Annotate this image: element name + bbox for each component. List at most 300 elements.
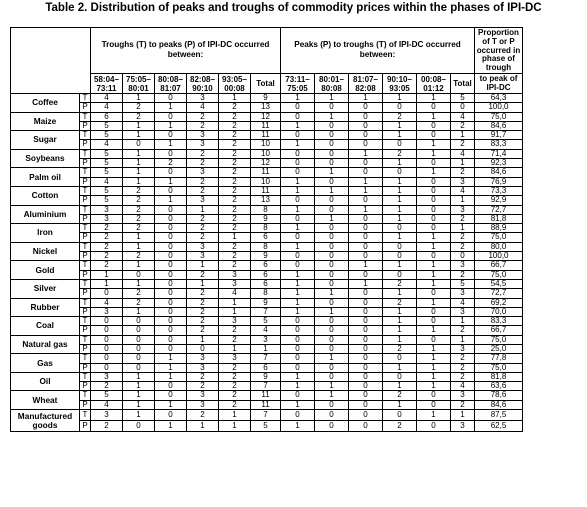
pt-total-cell: 2 (451, 354, 475, 363)
tp-count-cell: 0 (155, 335, 187, 344)
pt-count-cell: 0 (281, 317, 315, 326)
pt-count-cell: 1 (417, 372, 451, 381)
tp-count-cell: 4 (91, 103, 123, 112)
tp-count-cell: 2 (187, 149, 219, 158)
pt-count-cell: 0 (281, 214, 315, 223)
pt-count-cell: 0 (315, 242, 349, 251)
pt-count-cell: 0 (315, 279, 349, 288)
pt-total-cell: 2 (451, 140, 475, 149)
tp-marker: T (80, 242, 91, 251)
tp-count-cell: 1 (219, 93, 251, 102)
tp-marker: T (80, 335, 91, 344)
pt-count-cell: 0 (417, 224, 451, 233)
header-group-row (11, 28, 523, 74)
tp-count-cell: 2 (123, 196, 155, 205)
pt-count-cell: 1 (417, 298, 451, 307)
commodity-name: Palm oil (11, 168, 80, 187)
pt-count-cell: 1 (281, 289, 315, 298)
pt-count-cell: 1 (349, 205, 383, 214)
pt-total-cell: 2 (451, 270, 475, 279)
tp-marker: P (80, 270, 91, 279)
pt-count-cell: 1 (383, 289, 417, 298)
pt-count-cell: 1 (383, 131, 417, 140)
tp-total-cell: 8 (251, 205, 281, 214)
tp-marker: T (80, 372, 91, 381)
pt-total-cell: 3 (451, 345, 475, 354)
commodity-name: Manufactured goods (11, 410, 80, 432)
tp-count-cell: 3 (187, 196, 219, 205)
pt-count-cell: 1 (383, 317, 417, 326)
tp-count-cell: 3 (187, 363, 219, 372)
tp-count-cell: 1 (155, 177, 187, 186)
pt-count-cell: 1 (417, 112, 451, 121)
pt-count-cell: 0 (349, 233, 383, 242)
pt-total-cell: 1 (451, 159, 475, 168)
pt-count-cell: 1 (383, 233, 417, 242)
pt-count-cell: 1 (417, 168, 451, 177)
tp-count-cell: 1 (123, 307, 155, 316)
tp-count-cell: 0 (155, 298, 187, 307)
tp-count-cell: 0 (155, 345, 187, 354)
table-row (11, 196, 523, 205)
pt-count-cell: 0 (349, 421, 383, 432)
tp-total-cell: 11 (251, 168, 281, 177)
tp-count-cell: 0 (155, 131, 187, 140)
tp-count-cell: 4 (91, 298, 123, 307)
tp-count-cell: 1 (123, 382, 155, 391)
pt-count-cell: 0 (417, 400, 451, 409)
tp-count-cell: 0 (91, 326, 123, 335)
tp-count-cell: 2 (123, 252, 155, 261)
tp-count-cell: 4 (91, 177, 123, 186)
tp-count-cell: 4 (91, 93, 123, 102)
tp-marker: T (80, 224, 91, 233)
tp-count-cell: 2 (187, 159, 219, 168)
tp-count-cell: 5 (91, 159, 123, 168)
tp-count-cell: 1 (155, 354, 187, 363)
pt-count-cell: 1 (383, 93, 417, 102)
pt-count-cell: 1 (417, 233, 451, 242)
tp-count-cell: 5 (91, 121, 123, 130)
tp-count-cell: 2 (91, 261, 123, 270)
pt-count-cell: 1 (281, 242, 315, 251)
tp-count-cell: 2 (91, 382, 123, 391)
tp-count-cell: 0 (155, 242, 187, 251)
tp-count-cell: 2 (187, 372, 219, 381)
tp-total-cell: 11 (251, 121, 281, 130)
tp-count-cell: 2 (219, 335, 251, 344)
tp-count-cell: 1 (219, 307, 251, 316)
tp-total-cell: 6 (251, 363, 281, 372)
proportion-cell: 75,0 (475, 363, 523, 372)
tp-count-cell: 4 (91, 140, 123, 149)
proportion-cell: 69,2 (475, 298, 523, 307)
proportion-cell: 81,8 (475, 214, 523, 223)
pt-count-cell: 1 (383, 363, 417, 372)
tp-marker: T (80, 261, 91, 270)
pt-count-cell: 0 (349, 298, 383, 307)
pt-count-cell: 1 (281, 279, 315, 288)
pt-count-cell: 0 (349, 345, 383, 354)
phase-pt-header: 90:10–93:05 (383, 73, 417, 93)
pt-count-cell: 0 (383, 372, 417, 381)
tp-marker: T (80, 205, 91, 214)
proportion-cell: 92,9 (475, 196, 523, 205)
proportion-cell: 84,6 (475, 121, 523, 130)
pt-count-cell: 1 (349, 261, 383, 270)
tp-count-cell: 3 (219, 354, 251, 363)
tp-count-cell: 0 (155, 224, 187, 233)
tp-count-cell: 0 (91, 345, 123, 354)
pt-total-cell: 1 (451, 335, 475, 344)
table-title: Table 2. Distribution of peaks and troughs of commodity prices within the phases of IPI-DC (45, 2, 542, 14)
tp-total-cell: 12 (251, 159, 281, 168)
pt-count-cell: 0 (315, 140, 349, 149)
pt-count-cell: 1 (417, 93, 451, 102)
tp-count-cell: 2 (91, 233, 123, 242)
tp-count-cell: 0 (155, 289, 187, 298)
tp-total-cell: 1 (251, 345, 281, 354)
tp-count-cell: 5 (91, 186, 123, 195)
pt-count-cell: 0 (349, 382, 383, 391)
pt-count-cell: 1 (315, 168, 349, 177)
tp-count-cell: 1 (123, 372, 155, 381)
proportion-cell: 76,9 (475, 177, 523, 186)
tp-marker: T (80, 354, 91, 363)
tp-count-cell: 0 (91, 363, 123, 372)
pt-count-cell: 0 (383, 168, 417, 177)
tp-marker: T (80, 317, 91, 326)
pt-count-cell: 0 (315, 103, 349, 112)
tp-count-cell: 0 (123, 354, 155, 363)
tp-marker: T (80, 149, 91, 158)
pt-count-cell: 1 (315, 289, 349, 298)
proportion-cell: 92,3 (475, 159, 523, 168)
tp-total-cell: 7 (251, 307, 281, 316)
pt-count-cell: 0 (315, 205, 349, 214)
pt-count-cell: 1 (281, 121, 315, 130)
pt-count-cell: 0 (417, 335, 451, 344)
pt-total-cell: 4 (451, 149, 475, 158)
tp-count-cell: 0 (155, 168, 187, 177)
proportion-cell: 73,3 (475, 186, 523, 195)
pt-count-cell: 1 (383, 382, 417, 391)
tp-count-cell: 4 (91, 400, 123, 409)
pt-count-cell: 1 (383, 326, 417, 335)
pt-count-cell: 0 (383, 270, 417, 279)
pt-count-cell: 0 (417, 289, 451, 298)
pt-count-cell: 0 (281, 233, 315, 242)
tp-count-cell: 0 (91, 289, 123, 298)
proportion-cell: 75,0 (475, 270, 523, 279)
commodity-name: Coal (11, 317, 80, 336)
pt-count-cell: 0 (281, 252, 315, 261)
tp-count-cell: 0 (123, 335, 155, 344)
pt-total-cell: 2 (451, 326, 475, 335)
tp-total-cell: 6 (251, 270, 281, 279)
tp-count-cell: 0 (123, 363, 155, 372)
proportion-cell: 83,3 (475, 140, 523, 149)
tp-count-cell: 1 (123, 400, 155, 409)
pt-count-cell: 1 (281, 400, 315, 409)
tp-count-cell: 2 (187, 177, 219, 186)
pt-count-cell: 1 (315, 186, 349, 195)
pt-count-cell: 0 (349, 168, 383, 177)
pt-count-cell: 2 (383, 345, 417, 354)
table-row (11, 289, 523, 298)
pt-count-cell: 0 (315, 159, 349, 168)
tp-marker: T (80, 186, 91, 195)
tp-count-cell: 1 (219, 345, 251, 354)
pt-count-cell: 0 (315, 233, 349, 242)
table-body (11, 93, 523, 431)
pt-count-cell: 0 (349, 159, 383, 168)
tp-count-cell: 4 (219, 289, 251, 298)
pt-total-cell: 0 (451, 103, 475, 112)
commodity-table (10, 27, 523, 432)
tp-total-cell: 6 (251, 279, 281, 288)
pt-count-cell: 1 (281, 372, 315, 381)
tp-count-cell: 0 (187, 345, 219, 354)
tp-total-cell: 5 (251, 317, 281, 326)
table-row (11, 410, 523, 421)
tp-count-cell: 2 (91, 421, 123, 432)
tp-marker: P (80, 140, 91, 149)
tp-count-cell: 1 (155, 103, 187, 112)
tp-marker: P (80, 103, 91, 112)
pt-count-cell: 0 (349, 252, 383, 261)
pt-count-cell: 1 (417, 345, 451, 354)
tp-count-cell: 2 (219, 177, 251, 186)
tp-count-cell: 3 (219, 317, 251, 326)
pt-count-cell: 1 (315, 307, 349, 316)
pt-count-cell: 0 (315, 363, 349, 372)
pt-count-cell: 0 (281, 149, 315, 158)
pt-count-cell: 0 (349, 400, 383, 409)
tp-total-cell: 10 (251, 177, 281, 186)
tp-count-cell: 2 (187, 121, 219, 130)
tp-count-cell: 1 (187, 261, 219, 270)
tp-count-cell: 2 (187, 382, 219, 391)
pt-total-cell: 4 (451, 298, 475, 307)
commodity-name: Iron (11, 224, 80, 243)
tp-total-cell: 10 (251, 149, 281, 158)
tp-marker: T (80, 168, 91, 177)
tp-count-cell: 1 (123, 279, 155, 288)
tp-count-cell: 0 (155, 112, 187, 121)
proportion-cell: 75,0 (475, 335, 523, 344)
pt-total-cell: 2 (451, 121, 475, 130)
tp-count-cell: 2 (123, 103, 155, 112)
tp-count-cell: 5 (91, 196, 123, 205)
proportion-cell: 78,6 (475, 391, 523, 400)
pt-count-cell: 1 (315, 391, 349, 400)
tp-count-cell: 3 (187, 391, 219, 400)
pt-count-cell: 1 (417, 270, 451, 279)
tp-marker: P (80, 326, 91, 335)
pt-count-cell: 0 (315, 131, 349, 140)
tp-count-cell: 1 (123, 149, 155, 158)
tp-count-cell: 0 (155, 186, 187, 195)
proportion-cell: 72,7 (475, 205, 523, 214)
commodity-name: Cotton (11, 186, 80, 205)
pt-count-cell: 0 (349, 112, 383, 121)
tp-count-cell: 1 (123, 242, 155, 251)
pt-total-cell: 2 (451, 214, 475, 223)
pt-total-cell: 5 (451, 93, 475, 102)
phase-pt-header: 80:01–80:08 (315, 73, 349, 93)
pt-count-cell: 0 (281, 410, 315, 421)
tp-count-cell: 1 (155, 363, 187, 372)
tp-marker: P (80, 289, 91, 298)
tp-count-cell: 2 (219, 372, 251, 381)
tp-count-cell: 1 (123, 131, 155, 140)
pt-total-cell: 1 (451, 131, 475, 140)
tp-count-cell: 0 (155, 382, 187, 391)
pt-count-cell: 0 (315, 270, 349, 279)
tp-count-cell: 3 (219, 270, 251, 279)
tp-count-cell: 2 (123, 112, 155, 121)
phase-pt-header: 81:07–82:08 (349, 73, 383, 93)
tp-count-cell: 2 (219, 214, 251, 223)
tp-count-cell: 1 (123, 177, 155, 186)
pt-count-cell: 1 (417, 140, 451, 149)
pt-count-cell: 0 (281, 131, 315, 140)
pt-count-cell: 0 (417, 186, 451, 195)
pt-total-cell: 3 (451, 205, 475, 214)
pt-count-cell: 1 (383, 261, 417, 270)
tp-count-cell: 2 (187, 233, 219, 242)
table-row (11, 233, 523, 242)
tp-count-cell: 1 (187, 421, 219, 432)
tp-total-cell: 6 (251, 233, 281, 242)
proportion-cell: 91,7 (475, 131, 523, 140)
tp-count-cell: 0 (91, 335, 123, 344)
tp-count-cell: 2 (219, 261, 251, 270)
tp-count-cell: 1 (155, 372, 187, 381)
pt-total-cell: 1 (451, 317, 475, 326)
tp-count-cell: 3 (187, 400, 219, 409)
tp-total-cell: 8 (251, 242, 281, 251)
pt-count-cell: 0 (349, 214, 383, 223)
tp-count-cell: 0 (123, 326, 155, 335)
proportion-cell: 100,0 (475, 252, 523, 261)
proportion-cell: 84,6 (475, 400, 523, 409)
pt-count-cell: 1 (383, 307, 417, 316)
tp-total-cell: 5 (251, 421, 281, 432)
tp-count-cell: 2 (155, 159, 187, 168)
tp-count-cell: 0 (155, 307, 187, 316)
pt-count-cell: 0 (281, 261, 315, 270)
pt-total-cell: 3 (451, 177, 475, 186)
commodity-name: Silver (11, 279, 80, 298)
tp-count-cell: 2 (91, 242, 123, 251)
tp-marker: P (80, 363, 91, 372)
tp-total-cell: 6 (251, 261, 281, 270)
tp-count-cell: 2 (219, 242, 251, 251)
tp-count-cell: 6 (91, 112, 123, 121)
tp-count-cell: 4 (187, 103, 219, 112)
table-row (11, 400, 523, 409)
tp-count-cell: 3 (91, 307, 123, 316)
pt-count-cell: 0 (281, 391, 315, 400)
tp-count-cell: 0 (91, 317, 123, 326)
phase-tp-header: 58:04–73:11 (91, 73, 123, 93)
tp-count-cell: 0 (155, 252, 187, 261)
tp-total-cell: 9 (251, 214, 281, 223)
pt-count-cell: 1 (349, 279, 383, 288)
pt-count-cell: 1 (281, 421, 315, 432)
tp-count-cell: 0 (155, 391, 187, 400)
tp-marker: P (80, 233, 91, 242)
tp-count-cell: 3 (187, 252, 219, 261)
tp-total-cell: 4 (251, 326, 281, 335)
tp-marker: T (80, 112, 91, 121)
pt-count-cell: 0 (417, 103, 451, 112)
tp-total-cell: 11 (251, 131, 281, 140)
pt-count-cell: 0 (417, 131, 451, 140)
pt-count-cell: 1 (383, 186, 417, 195)
pt-count-cell: 1 (315, 354, 349, 363)
pt-count-cell: 1 (417, 326, 451, 335)
pt-count-cell: 1 (281, 186, 315, 195)
tp-count-cell: 3 (219, 279, 251, 288)
tp-total-cell: 3 (251, 335, 281, 344)
commodity-name: Rubber (11, 298, 80, 317)
tp-count-cell: 1 (123, 410, 155, 421)
pt-count-cell: 0 (315, 261, 349, 270)
tp-count-cell: 0 (155, 205, 187, 214)
tp-count-cell: 3 (187, 242, 219, 251)
pt-count-cell: 0 (315, 335, 349, 344)
tp-total-cell: 9 (251, 252, 281, 261)
tp-marker: T (80, 131, 91, 140)
pt-count-cell: 0 (349, 317, 383, 326)
tp-count-cell: 0 (155, 233, 187, 242)
pt-count-cell: 1 (383, 335, 417, 344)
pt-count-cell: 0 (281, 326, 315, 335)
proportion-cell: 63,6 (475, 382, 523, 391)
tp-count-cell: 0 (155, 214, 187, 223)
commodity-name: Coffee (11, 93, 80, 112)
pt-total-cell: 5 (451, 279, 475, 288)
tp-marker: P (80, 214, 91, 223)
pt-count-cell: 0 (315, 372, 349, 381)
proportion-cell: 70,0 (475, 307, 523, 316)
tp-total-cell: 9 (251, 298, 281, 307)
tp-total-cell: 11 (251, 400, 281, 409)
pt-count-cell: 0 (383, 140, 417, 149)
tp-count-cell: 5 (91, 149, 123, 158)
pt-count-cell: 0 (315, 149, 349, 158)
tp-marker: T (80, 298, 91, 307)
pt-count-cell: 1 (417, 261, 451, 270)
header-corner (11, 28, 91, 94)
table-row (11, 391, 523, 400)
pt-count-cell: 1 (281, 177, 315, 186)
pt-count-cell: 0 (281, 103, 315, 112)
pt-count-cell: 0 (417, 159, 451, 168)
tp-total-cell: 12 (251, 112, 281, 121)
tp-count-cell: 2 (219, 400, 251, 409)
pt-count-cell: 0 (315, 317, 349, 326)
tp-count-cell: 2 (219, 112, 251, 121)
pt-count-cell: 1 (383, 400, 417, 409)
proportion-cell: 87,5 (475, 410, 523, 421)
phase-pt-header: 73:11–75:05 (281, 73, 315, 93)
tp-total-cell: 13 (251, 103, 281, 112)
tp-count-cell: 2 (219, 205, 251, 214)
